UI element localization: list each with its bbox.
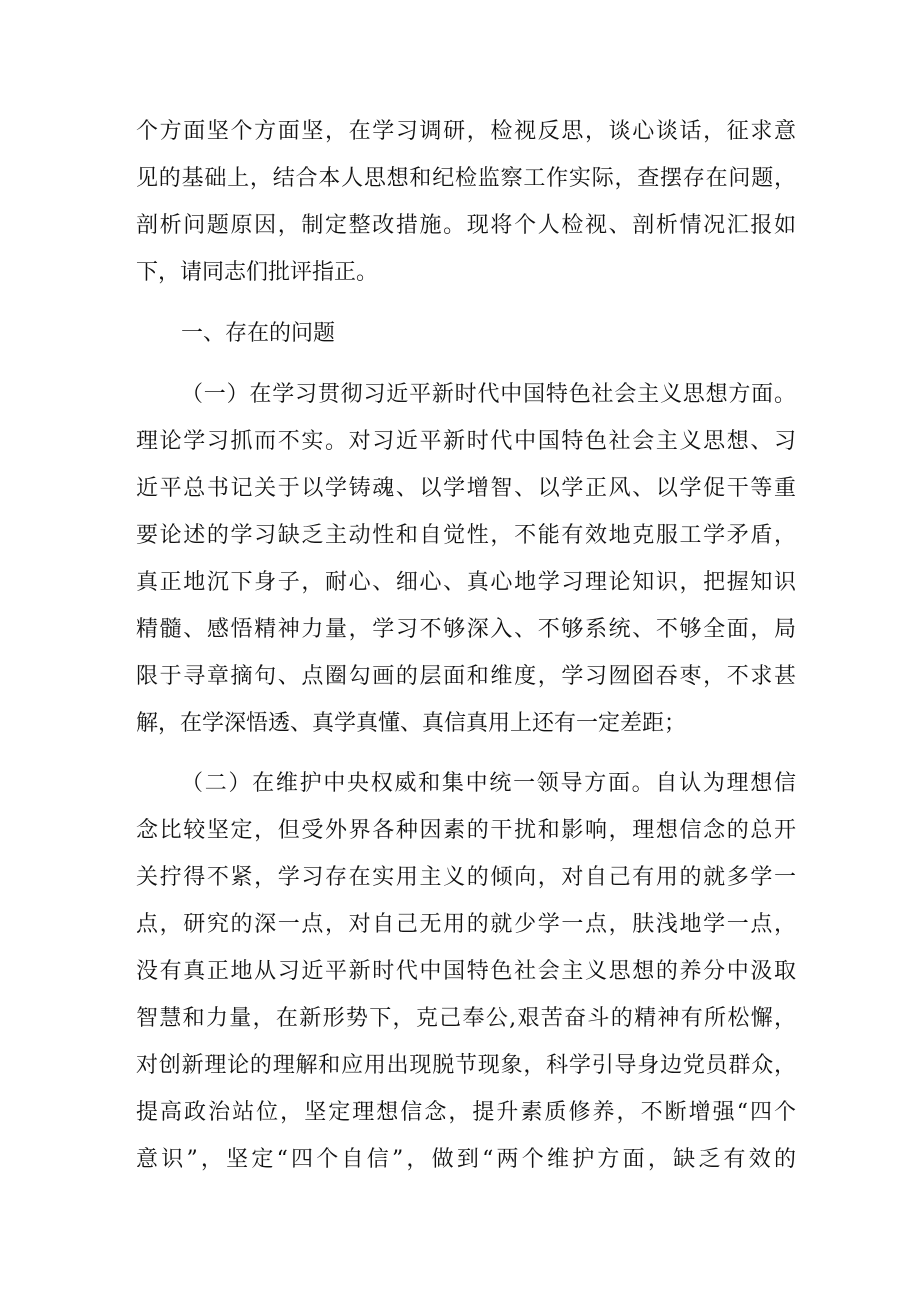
paragraph-line: 念比较坚定，但受外界各种因素的干扰和影响，理想信念的总开	[136, 818, 796, 843]
paragraph-line: 真正地沉下身子，耐心、细心、真心地学习理论知识，把握知识	[136, 570, 796, 595]
paragraph-line: 要论述的学习缺乏主动性和自觉性，不能有效地克服工学矛盾，	[136, 523, 796, 548]
paragraph-line: 对创新理论的理解和应用出现脱节现象，科学引导身边党员群众，	[136, 1053, 796, 1078]
paragraph-line: （二）在维护中央权威和集中统一领导方面。自认为理想信	[181, 771, 796, 796]
paragraph-line: 没有真正地从习近平新时代中国特色社会主义思想的养分中汲取	[136, 959, 796, 984]
paragraph-line: 精髓、感悟精神力量，学习不够深入、不够系统、不够全面，局	[136, 617, 796, 642]
paragraph-line: 见的基础上，结合本人思想和纪检监察工作实际，查摆存在问题，	[136, 166, 796, 191]
paragraph-line: 个方面坚个方面坚，在学习调研，检视反思，谈心谈话，征求意	[136, 119, 796, 144]
paragraph-line: 意识”，坚定“四个自信”，做到“两个维护方面，缺乏有效的	[136, 1147, 796, 1172]
paragraph-line: 关拧得不紧，学习存在实用主义的倾向，对自己有用的就多学一	[136, 865, 796, 890]
paragraph-line: （一）在学习贯彻习近平新时代中国特色社会主义思想方面。	[181, 382, 796, 407]
paragraph-line: 智慧和力量，在新形势下，克己奉公,艰苦奋斗的精神有所松懈，	[136, 1006, 796, 1031]
paragraph-line: 限于寻章摘句、点圈勾画的层面和维度，学习囫囵吞枣，不求甚	[136, 664, 796, 689]
paragraph-line: 近平总书记关于以学铸魂、以学增智、以学正风、以学促干等重	[136, 476, 796, 501]
paragraph-line: 提高政治站位，坚定理想信念，提升素质修养，不断增强“四个	[136, 1100, 796, 1125]
paragraph-line: 点，研究的深一点，对自己无用的就少学一点，肤浅地学一点，	[136, 912, 796, 937]
paragraph-line: 剖析问题原因，制定整改措施。现将个人检视、剖析情况汇报如	[136, 213, 796, 238]
section-heading: 一、存在的问题	[181, 321, 336, 346]
paragraph-line: 下，请同志们批评指正。	[136, 260, 379, 285]
paragraph-line: 理论学习抓而不实。对习近平新时代中国特色社会主义思想、习	[136, 429, 796, 454]
paragraph-line: 解，在学深悟透、真学真懂、真信真用上还有一定差距；	[136, 711, 687, 736]
